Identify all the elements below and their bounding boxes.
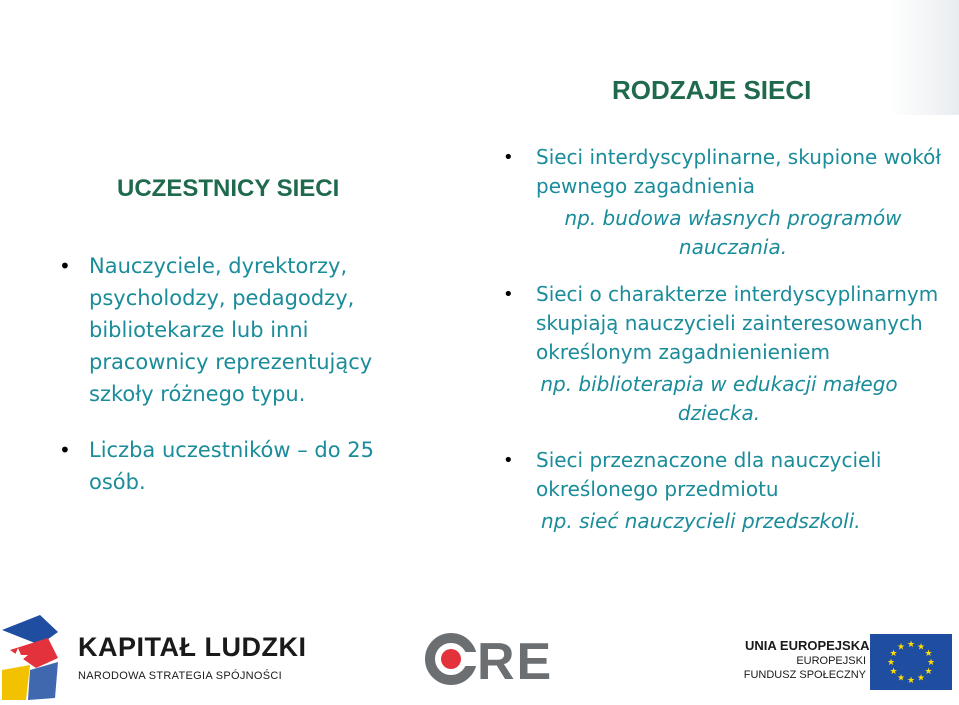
- right-column-title: RODZAJE SIECI: [612, 75, 812, 105]
- participants-list: [58, 250, 398, 522]
- list-item: [503, 280, 943, 367]
- eu-fund-line2: FUNDUSZ SPOŁECZNY: [743, 669, 866, 681]
- list-item-text: Sieci interdyscyplinarne, skupione wokół pewnego zagadnienia: [536, 145, 942, 198]
- bullet-icon: •: [59, 438, 71, 462]
- list-item: [503, 446, 943, 504]
- list-item: [58, 434, 398, 498]
- list-item-example: np. biblioterapia w edukacji małego dziecka.: [540, 372, 898, 425]
- svg-text:★: ★: [926, 658, 936, 668]
- eu-fund-line1: EUROPEJSKI: [796, 655, 866, 667]
- list-item-text: Sieci przeznaczone dla nauczycieli określonego przedmiotu: [536, 448, 882, 501]
- list-item-text: Sieci o charakterze interdyscyplinarnym skupiają nauczycieli zainteresowanych określonym zagadnienieniem: [536, 282, 939, 364]
- list-item: [503, 143, 943, 201]
- list-item-text: Liczba uczestników – do 25 osób.: [89, 438, 374, 494]
- svg-text:★: ★: [889, 649, 898, 659]
- bullet-icon: •: [503, 284, 514, 305]
- kapital-ludzki-logo-icon: [0, 610, 70, 705]
- network-types-list: [503, 143, 943, 536]
- bullet-icon: •: [503, 450, 514, 471]
- bullet-icon: •: [59, 254, 71, 278]
- list-item-example: np. budowa własnych programów nauczania.: [564, 206, 902, 259]
- svg-text:★: ★: [924, 667, 933, 677]
- kapital-ludzki-subtitle: NARODOWA STRATEGIA SPÓJNOŚCI: [78, 670, 282, 682]
- eu-name: UNIA EUROPEJSKA: [745, 638, 870, 653]
- svg-text:★: ★: [916, 673, 926, 684]
- kapital-ludzki-name: KAPITAŁ LUDZKI: [78, 632, 307, 662]
- svg-text:★: ★: [906, 676, 916, 686]
- ore-logo-text: RE: [477, 633, 554, 691]
- svg-text:★: ★: [916, 642, 926, 653]
- list-item: [58, 250, 398, 410]
- svg-text:★: ★: [896, 673, 906, 684]
- list-item-text: Nauczyciele, dyrektorzy, psycholodzy, pedagodzy, bibliotekarze lub inni pracownicy reprezentujący szkoły różnego typu.: [89, 254, 373, 406]
- svg-text:★: ★: [906, 640, 916, 650]
- corner-decoration: [889, 0, 959, 115]
- svg-text:★: ★: [886, 658, 896, 668]
- list-item-example: np. sieć nauczycieli przedszkoli.: [541, 509, 861, 533]
- ore-logo-icon: [424, 632, 478, 686]
- bullet-icon: •: [503, 147, 514, 168]
- svg-text:★: ★: [924, 649, 933, 659]
- svg-text:★: ★: [896, 642, 906, 653]
- eu-flag-icon: [870, 634, 952, 690]
- left-column-title: UCZESTNICY SIECI: [117, 175, 340, 202]
- svg-text:★: ★: [889, 667, 898, 677]
